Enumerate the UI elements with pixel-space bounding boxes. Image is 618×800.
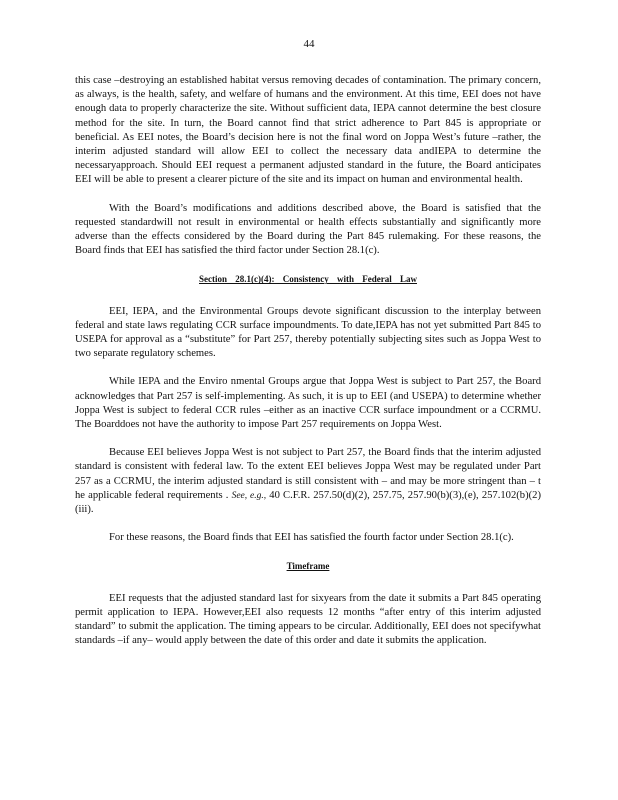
section-heading-federal-law [75, 272, 541, 286]
paragraph-closure-method: this case –destroying an established habitat versus removing decades of contamination. The primary concern, as always, is the health, safety, and welfare of humans and the environment. At this time, EEI does not have enough data to properly characterize the site. Without sufficient data, IEPA cannot determine the best closure method for the site. In turn, the Board cannot find that strict adherence to Part 845 is appropriate or beneficial. As EEI notes, the Board’s decision here is not the final word on Joppa West’s future –rather, the interim adjusted standard will allow EEI to collect the necessary data andIEPA to determine the necessaryapproach. Should EEI request a permanent adjusted standard in the future, the Board anticipates EEI will be able to present a clearer picture of the site and its impact on human and environmental health. [75, 75, 541, 186]
section-heading-timeframe [75, 559, 541, 573]
paragraph-self-implementing: While IEPA and the Enviro nmental Groups argue that Joppa West is subject to Part 257, the Board acknowledges that Part 257 is self-implementing. As such, it is up to EEI (and USEPA) to determine whether Joppa West is subject to federal CCR rules –either as an inactive CCR surface impoundment or a CCRMU. The Boarddoes not have the authority to impose Part 257 requirements on Joppa West. [75, 376, 541, 431]
paragraph-fourth-factor: For these reasons, the Board finds that EEI has satisfied the fourth factor under Section 28.1(c). [109, 532, 514, 544]
section-heading-text: Section 28.1(c)(4): Consistency with Federal Law [199, 274, 417, 285]
paragraph-consistency-text: Because EEI believes Joppa West is not subject to Part 257, the Board finds that the interim adjusted standard is consistent with federal law. To the extent EEI believes Joppa West may be regulated under Part 257 as a CCRMU, the interim adjusted standard is still consistent with – and may be more stringent than – t he applicable federal requirements . [75, 447, 541, 501]
page-number: 44 [303, 38, 315, 50]
paragraph-consistency [75, 446, 541, 517]
document-body [75, 74, 541, 663]
timeframe-heading-text: Timeframe [286, 561, 330, 572]
paragraph-timeframe: EEI requests that the adjusted standard last for sixyears from the date it submits a Part 845 operating permit application to IEPA. However,EEI also requests 12 months “after entry of this interim adjusted standard” to submit the application. The timing appears to be circular. Additionally, EEI does not specifywhat standards –if any– would apply between the date of this order and date it submits the application. [75, 592, 541, 647]
paragraph-third-factor: With the Board’s modifications and additions described above, the Board is satisfied that the requested standardwill not result in environmental or health effects substantially and significantly more adverse than the effects considered by the Board during the Part 845 rulemaking. For these reasons, the Board finds that EEI has satisfied the third factor under Section 28.1(c). [75, 202, 541, 257]
citation-signal: See, e.g., [231, 490, 267, 501]
citation-text: 40 C.F.R. 257.50(d)(2), 257.75, 257.90(b)(3),(e), 257.102(b)(2)(iii). [75, 489, 541, 516]
paragraph-interplay: EEI, IEPA, and the Environmental Groups devote significant discussion to the interplay between federal and state laws regulating CCR surface impoundments. To date,IEPA has not yet submitted Part 845 to USEPA for approval as a “substitute” for Part 257, thereby potentially subjecting sites such as Joppa West to two separate regulatory schemes. [75, 305, 541, 360]
